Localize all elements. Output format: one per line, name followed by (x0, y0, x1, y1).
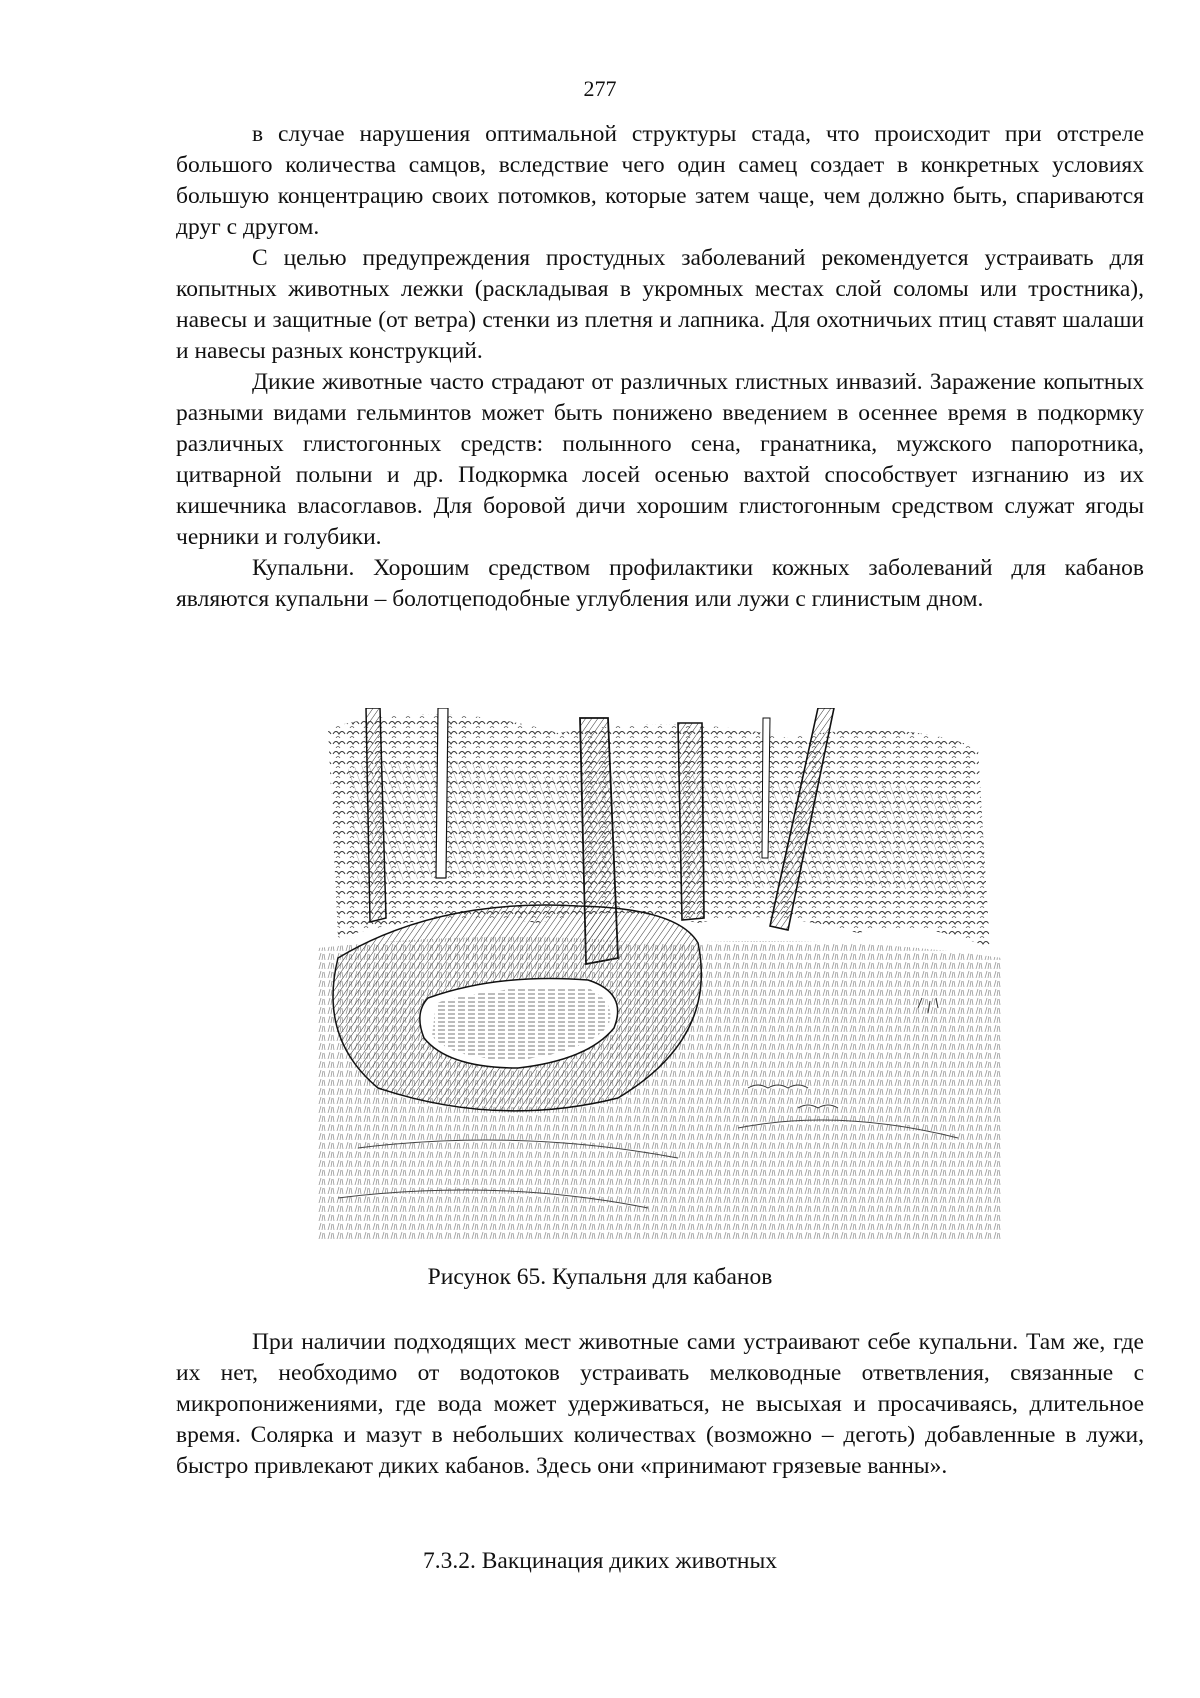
page-number: 277 (583, 76, 617, 101)
paragraph: При наличии подходящих мест животные сами устраивают себе купальни. Там же, где их нет, необходимо от водотоков устраивать мелководные ответвления, связанные с микропонижениями, где вода может удерживаться, не высыхая и просачиваясь, длительное время. Солярка и мазут в небольших количествах (возможно – деготь) добавленные в лужи, быстро привлекают диких кабанов. Здесь они «принимают грязевые ванны». (176, 1329, 1144, 1479)
body-text-top (176, 119, 1144, 615)
figure-wallow-illustration (318, 708, 1002, 1240)
section-heading: 7.3.2. Вакцинация диких животных (423, 1548, 777, 1574)
body-text-bottom (176, 1327, 1144, 1482)
paragraph: С целью предупреждения простудных заболеваний рекомендуется устраивать для копытных животных лежки (раскладывая в укромных местах слой соломы или тростника), навесы и защитные (от ветра) стенки из плетня и лапника. Для охотничьих птиц ставят шалаши и навесы разных конструкций. (176, 245, 1144, 364)
paragraph: Купальни. Хорошим средством профилактики кожных заболеваний для кабанов являются купальни – болотцеподобные углубления или лужи с глинистым дном. (176, 555, 1144, 612)
paragraph: Дикие животные часто страдают от различных глистных инвазий. Заражение копытных разными видами гельминтов может быть понижено введением в осеннее время в подкормку различных глистогонных средств: полынного сена, гранатника, мужского папоротника, цитварной полыни и др. Подкормка лосей осенью вахтой способствует изгнанию из их кишечника власоглавов. Для боровой дичи хорошим глистогонным средством служат ягоды черники и голубики. (176, 369, 1144, 550)
paragraph: в случае нарушения оптимальной структуры стада, что происходит при отстреле большого количества самцов, вследствие чего один самец создает в конкретных условиях большую концентрацию своих потомков, которые затем чаще, чем должно быть, спариваются друг с другом. (176, 121, 1144, 240)
figure-caption: Рисунок 65. Купальня для кабанов (427, 1264, 773, 1290)
forest-wallow-drawing (318, 708, 1002, 1240)
